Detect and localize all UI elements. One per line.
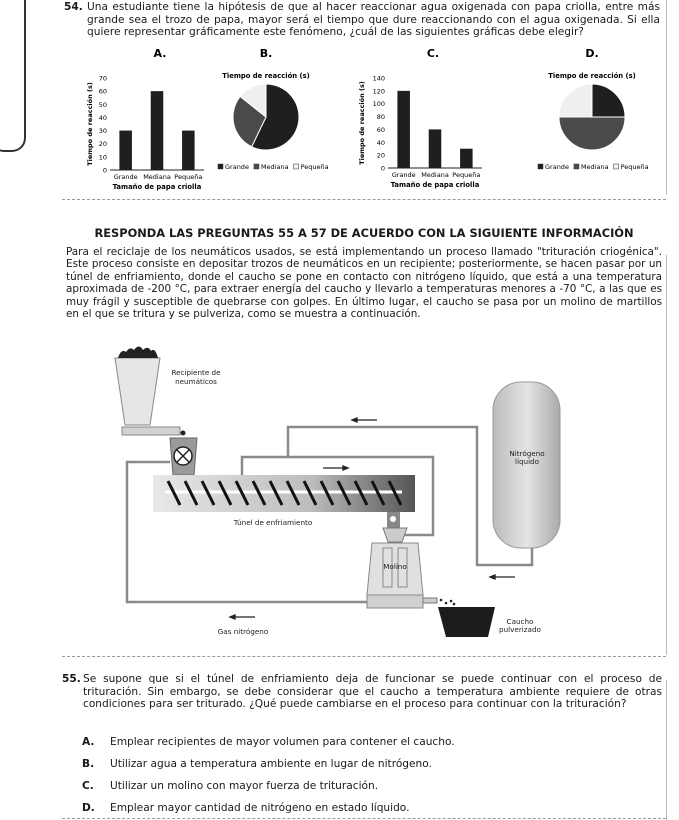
divider bbox=[62, 818, 666, 819]
legend-swatch bbox=[574, 164, 579, 169]
option-text: Emplear mayor cantidad de nitrógeno en estado líquido. bbox=[110, 802, 410, 814]
legend-swatch bbox=[614, 164, 619, 169]
cryogenic-process-diagram bbox=[90, 335, 670, 647]
answer-option-c[interactable] bbox=[82, 780, 378, 792]
option-label-a: A. bbox=[153, 47, 167, 60]
y-tick-label: 100 bbox=[372, 100, 385, 109]
x-tick-label: Mediana bbox=[421, 171, 449, 179]
answer-option-d[interactable] bbox=[82, 802, 409, 814]
legend-swatch bbox=[254, 164, 259, 169]
y-tick-label: 10 bbox=[98, 153, 107, 162]
y-tick-label: 50 bbox=[98, 100, 107, 109]
pie-title: Tiempo de reacción (s) bbox=[222, 72, 310, 80]
y-tick-label: 0 bbox=[102, 166, 107, 175]
x-tick-label: Grande bbox=[113, 173, 138, 181]
legend-label: Grande bbox=[545, 163, 569, 171]
y-axis-label: Tiempo de reacción (s) bbox=[86, 82, 94, 166]
label-molino: Molino bbox=[383, 562, 407, 571]
section-paragraph: Para el reciclaje de los neumáticos usados, se está implementando un proceso llamado "trituración criogénica". Este proceso consiste en depositar trozos de neumáticos en un recipiente; posteriormente, se hacen pasar por un túnel de enfriamiento, donde el caucho se pone en contacto con nitrógeno líquido, que está a una temperatura aproximada de -200 °C, para extraer energía del caucho y llevarlo a temperaturas menores a -70 °C, a las que es muy frágil y susceptible de quebrarse con golpes. En último lugar, el caucho se pasa por un molino de martillos en el que se tritura y se pulveriza, como se muestra a continuación. bbox=[66, 246, 662, 321]
y-tick-label: 70 bbox=[98, 74, 107, 83]
option-text: Utilizar un molino con mayor fuerza de trituración. bbox=[110, 780, 379, 792]
pie-slice-pequeña bbox=[559, 84, 592, 117]
answer-charts bbox=[0, 40, 679, 200]
x-tick-label: Mediana bbox=[143, 173, 171, 181]
label-nitrogeno-2: líquido bbox=[514, 457, 540, 466]
label-gas: Gas nitrógeno bbox=[217, 627, 269, 636]
legend-swatch bbox=[294, 164, 299, 169]
bar-grande bbox=[397, 91, 410, 168]
y-tick-label: 80 bbox=[376, 113, 385, 122]
label-tunel: Túnel de enfriamiento bbox=[233, 518, 313, 527]
y-tick-label: 0 bbox=[380, 164, 385, 173]
option-label-c: C. bbox=[426, 47, 440, 60]
option-label-b: B. bbox=[259, 47, 273, 60]
answer-option-b[interactable] bbox=[82, 758, 432, 770]
legend-label: Pequeña bbox=[300, 163, 329, 171]
divider bbox=[62, 199, 666, 200]
pie-slice-grande bbox=[592, 84, 625, 117]
question-55 bbox=[62, 673, 662, 711]
option-text: Emplear recipientes de mayor volumen para contener el caucho. bbox=[110, 736, 455, 748]
y-tick-label: 120 bbox=[372, 87, 385, 96]
label-recipiente: Recipiente de bbox=[171, 368, 221, 377]
y-tick-label: 140 bbox=[372, 74, 385, 83]
option-letter: B. bbox=[82, 758, 95, 770]
y-tick-label: 30 bbox=[98, 127, 107, 136]
label-caucho-2: pulverizado bbox=[499, 625, 541, 634]
y-tick-label: 40 bbox=[98, 113, 107, 122]
pie-title: Tiempo de reacción (s) bbox=[548, 72, 636, 80]
legend-label: Pequeña bbox=[620, 163, 649, 171]
pulverized-rubber-bucket bbox=[438, 599, 495, 637]
y-tick-label: 20 bbox=[376, 151, 385, 160]
pie-slice-mediana bbox=[559, 117, 625, 150]
legend-label: Mediana bbox=[580, 163, 609, 171]
legend-label: Mediana bbox=[260, 163, 289, 171]
option-text: Utilizar agua a temperatura ambiente en lugar de nitrógeno. bbox=[110, 758, 432, 770]
x-axis-label: Tamaño de papa criolla bbox=[112, 183, 202, 191]
y-tick-label: 40 bbox=[376, 138, 385, 147]
bar-mediana bbox=[151, 91, 164, 170]
margin-line bbox=[666, 680, 667, 820]
bar-grande bbox=[119, 131, 132, 170]
x-tick-label: Pequeña bbox=[174, 173, 203, 181]
option-letter: A. bbox=[82, 736, 95, 748]
x-tick-label: Pequeña bbox=[452, 171, 481, 179]
bar-pequeña bbox=[182, 131, 195, 170]
option-letter: C. bbox=[82, 780, 94, 792]
question-number: 54. bbox=[64, 1, 83, 13]
tire-container-icon bbox=[115, 347, 197, 476]
question-text: Se supone que si el túnel de enfriamiento deja de funcionar se puede continuar con el proceso de trituración. Sin embargo, se debe considerar que el caucho a temperatura ambiente requiere de otras condiciones para ser triturado. ¿Qué puede cambiarse en el proceso para continuar con la trituración? bbox=[83, 673, 662, 711]
mill bbox=[367, 512, 437, 608]
legend-label: Grande bbox=[225, 163, 249, 171]
option-letter: D. bbox=[82, 802, 95, 814]
legend-swatch bbox=[218, 164, 223, 169]
x-tick-label: Grande bbox=[391, 171, 416, 179]
bar-mediana bbox=[429, 129, 442, 168]
y-axis-label: Tiempo de reacción (s) bbox=[358, 81, 366, 165]
label-nitrogeno: Nitrógeno bbox=[509, 449, 545, 458]
legend-swatch bbox=[538, 164, 543, 169]
option-label-d: D. bbox=[585, 47, 599, 60]
question-text: Una estudiante tiene la hipótesis de que al hacer reaccionar agua oxigenada con papa criolla, entre más grande sea el trozo de papa, mayor será el tiempo que dure reaccionando con el agua oxigenada. Si ella quiere representar gráficamente este fenómeno, ¿cuál de las siguientes gráficas debe elegir? bbox=[87, 1, 660, 39]
question-54 bbox=[64, 1, 660, 39]
bar-pequeña bbox=[460, 149, 473, 168]
y-tick-label: 60 bbox=[376, 125, 385, 134]
cooling-tunnel bbox=[153, 475, 415, 512]
section-heading: RESPONDA LAS PREGUNTAS 55 A 57 DE ACUERDO CON LA SIGUIENTE INFORMACIÓN bbox=[94, 226, 634, 240]
answer-option-a[interactable] bbox=[82, 736, 455, 748]
y-tick-label: 20 bbox=[98, 140, 107, 149]
x-axis-label: Tamaño de papa criolla bbox=[390, 181, 480, 189]
question-number: 55. bbox=[62, 673, 81, 685]
divider bbox=[62, 656, 666, 657]
label-recipiente-2: neumáticos bbox=[175, 377, 217, 386]
label-caucho: Caucho bbox=[506, 617, 534, 626]
y-tick-label: 60 bbox=[98, 87, 107, 96]
